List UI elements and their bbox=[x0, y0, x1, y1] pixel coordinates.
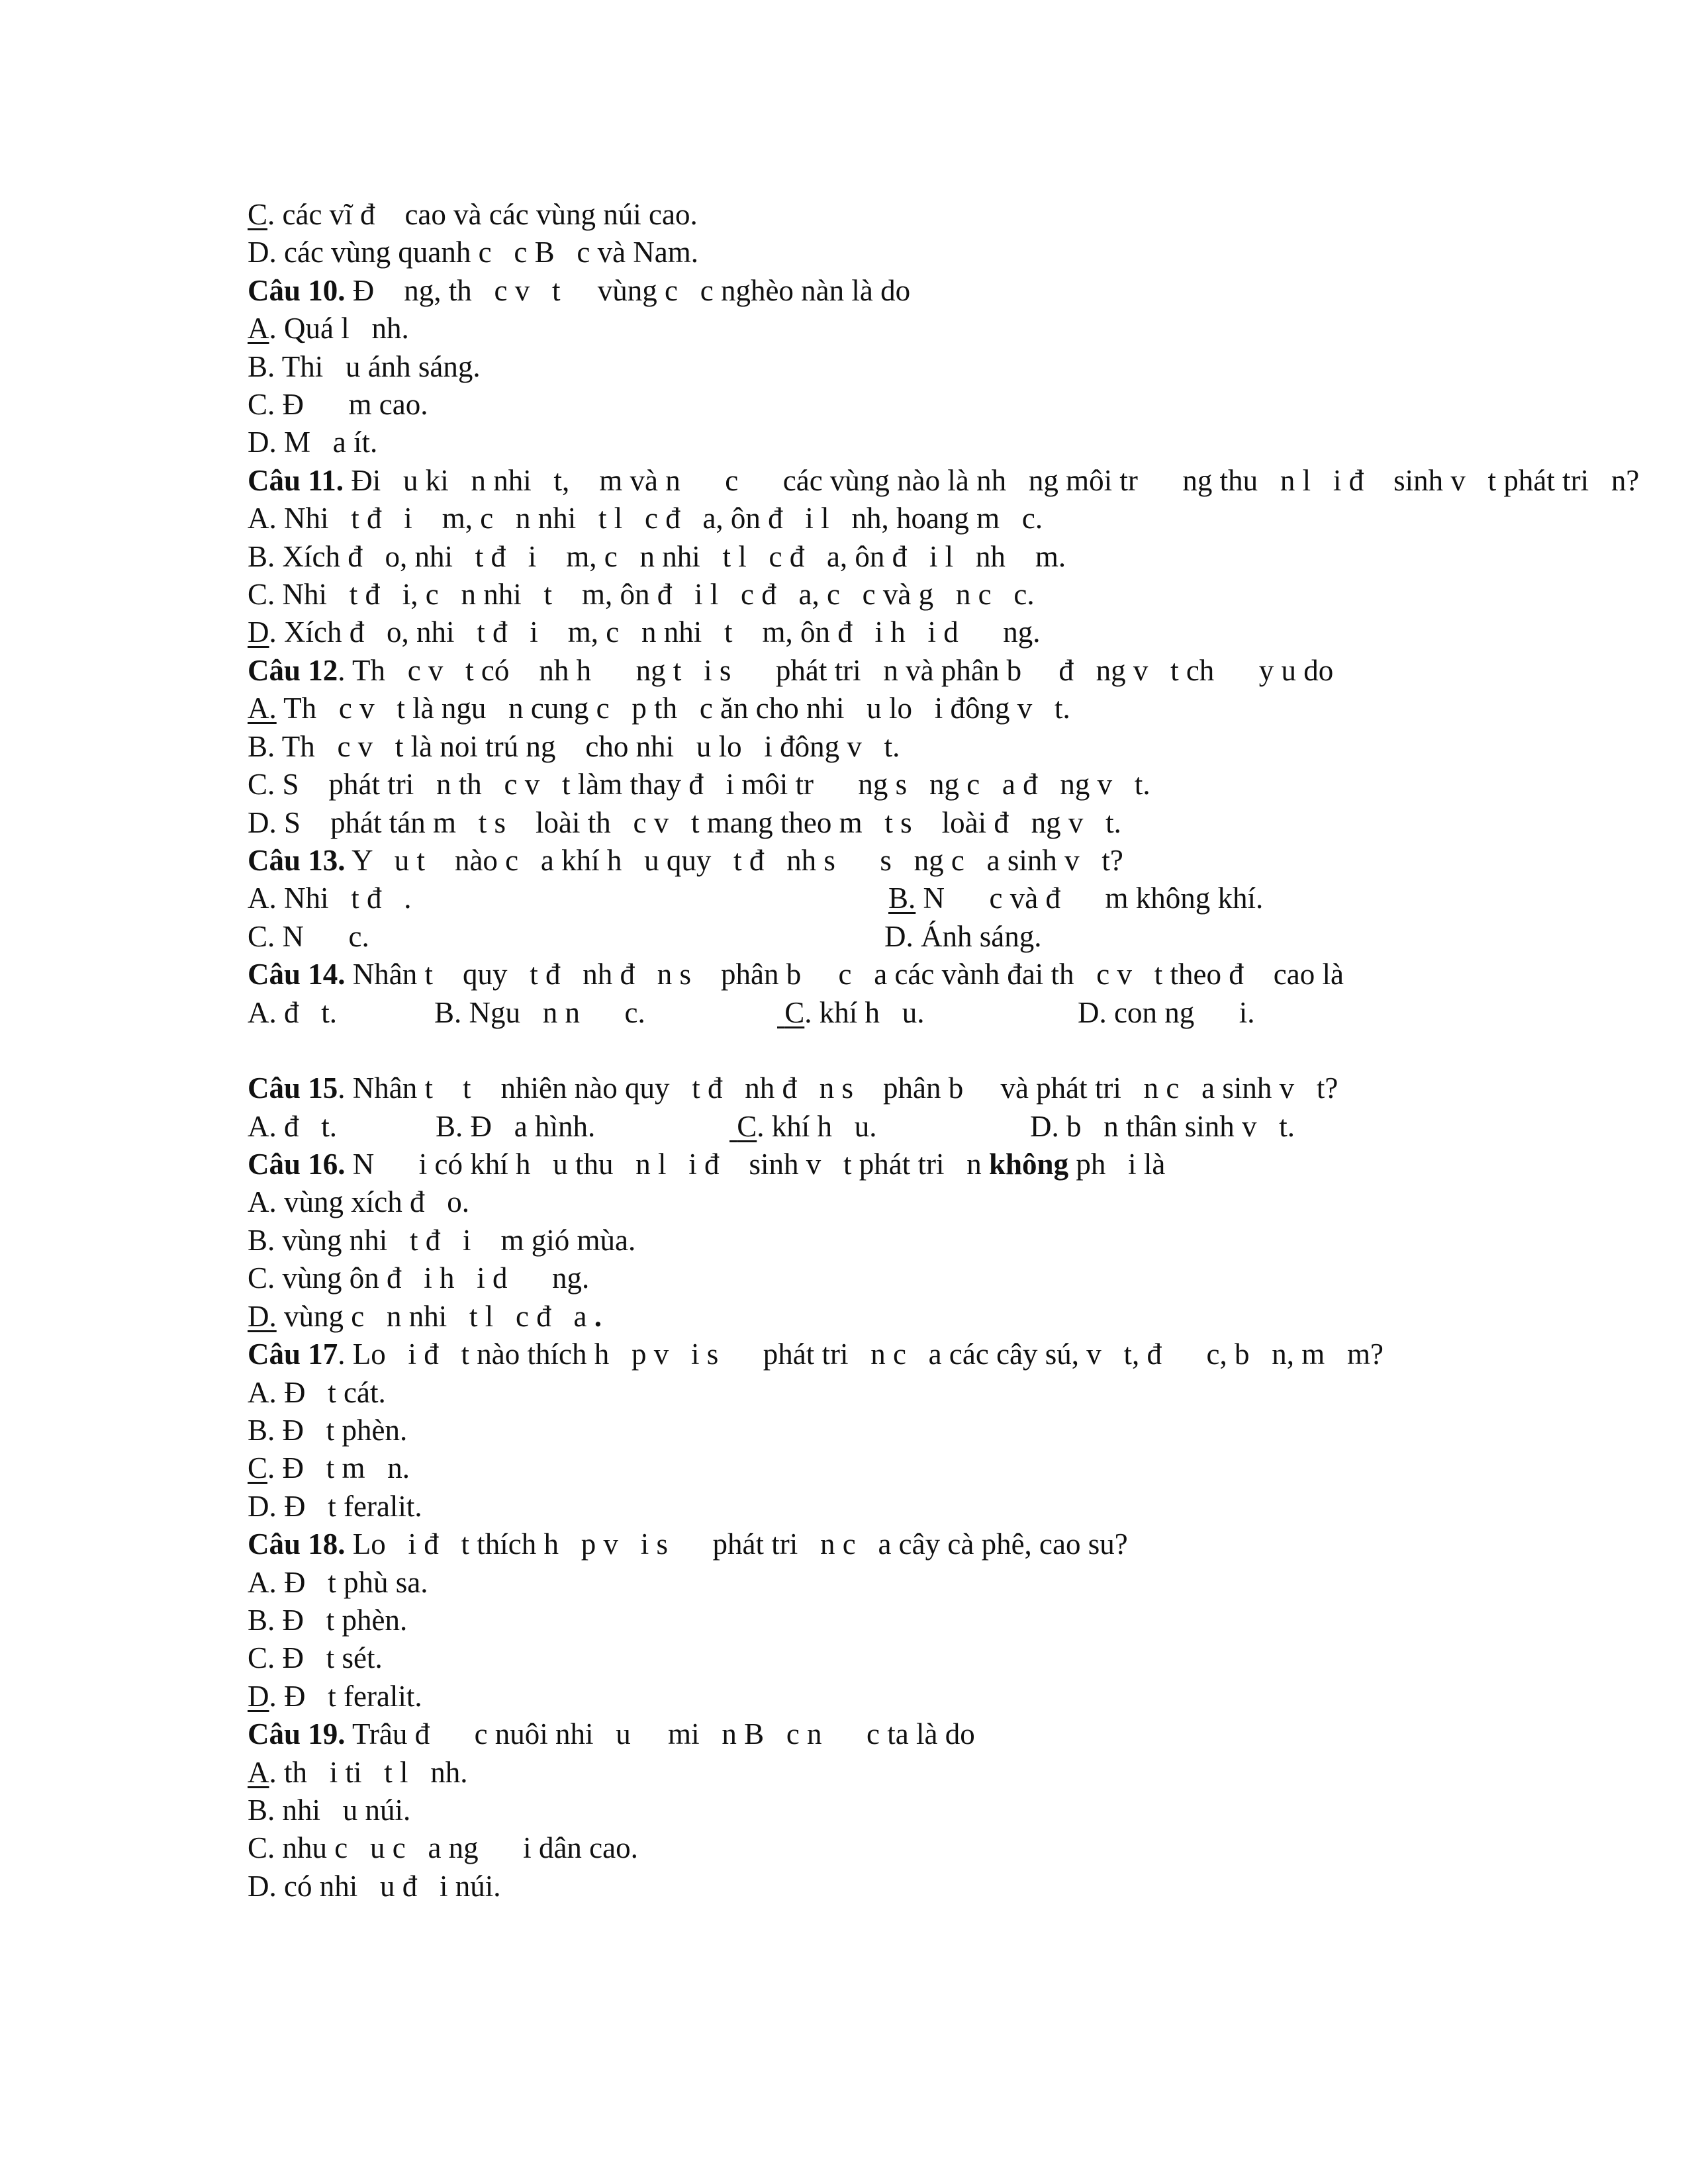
q16-option-a: A. vùng xích đ o. bbox=[248, 1185, 469, 1219]
q13-option-b: B. N c và đ m không khí. bbox=[888, 882, 1264, 915]
question-label: Câu 19. bbox=[248, 1717, 346, 1751]
question-11: Câu 11. Đi u ki n nhi t, m và n c các vùng nào là nh ng môi tr ng thu n l i đ sinh v t phát tri n? bbox=[248, 463, 1640, 497]
q15-options-row bbox=[248, 1108, 1644, 1146]
question-label: Câu 17 bbox=[248, 1338, 338, 1371]
q14-option-c: C. khí h u. bbox=[777, 994, 925, 1032]
q15-option-a: A. đ t. bbox=[248, 1109, 338, 1143]
question-label: Câu 18. bbox=[248, 1527, 346, 1561]
q17-option-b: B. Đ t phèn. bbox=[248, 1413, 408, 1447]
q10-option-b: B. Thi u ánh sáng. bbox=[248, 349, 481, 383]
q12-option-d: D. S phát tán m t s loài th c v t mang theo m t s loài đ ng v t. bbox=[248, 805, 1121, 839]
q9-option-c: C. các vĩ đ cao và các vùng núi cao. bbox=[248, 198, 698, 231]
question-label: Câu 10. bbox=[248, 273, 346, 307]
question-label: Câu 14. bbox=[248, 958, 346, 991]
q18-option-d: D. Đ t feralit. bbox=[248, 1679, 422, 1713]
answer-letter: D bbox=[248, 1679, 269, 1713]
question-16: Câu 16. N i có khí h u thu n l i đ sinh v t phát tri n không ph i là bbox=[248, 1148, 1166, 1181]
question-18: Câu 18. Lo i đ t thích h p v i s phát tri n c a cây cà phê, cao su? bbox=[248, 1527, 1128, 1561]
q10-option-a: A. Quá l nh. bbox=[248, 312, 409, 345]
answer-letter: D. bbox=[248, 1299, 277, 1333]
q17-option-a: A. Đ t cát. bbox=[248, 1375, 386, 1409]
answer-letter: C bbox=[248, 198, 268, 231]
answer-letter: D bbox=[248, 615, 269, 649]
question-17: Câu 17. Lo i đ t nào thích h p v i s phát tri n c a các cây sú, v t, đ c, b n, m m? bbox=[248, 1338, 1383, 1371]
q19-option-a: A. th i ti t l nh. bbox=[248, 1755, 468, 1789]
q16-option-c: C. vùng ôn đ i h i d ng. bbox=[248, 1261, 590, 1295]
q14-options-row bbox=[248, 994, 1644, 1032]
q11-option-d: D. Xích đ o, nhi t đ i m, c n nhi t m, ôn đ i h i d ng. bbox=[248, 615, 1041, 649]
q11-option-c: C. Nhi t đ i, c n nhi t m, ôn đ i l c đ a, c c và g n c c. bbox=[248, 578, 1035, 612]
answer-letter: A. bbox=[248, 692, 277, 725]
question-13: Câu 13. Y u t nào c a khí h u quy t đ nh s s ng c a sinh v t? bbox=[248, 843, 1123, 877]
question-label: Câu 11. bbox=[248, 463, 344, 497]
q10-option-c: C. Đ m cao. bbox=[248, 388, 428, 422]
q18-option-a: A. Đ t phù sa. bbox=[248, 1565, 428, 1599]
q15-option-c: C. khí h u. bbox=[729, 1108, 877, 1146]
q14-option-a: A. đ t. bbox=[248, 995, 338, 1029]
q12-option-c: C. S phát tri n th c v t làm thay đ i môi tr ng s ng c a đ ng v t. bbox=[248, 768, 1150, 801]
q16-option-b: B. vùng nhi t đ i m gió mùa. bbox=[248, 1223, 636, 1257]
q13-option-c: C. N c. bbox=[248, 919, 369, 953]
emphasis-word: không bbox=[989, 1148, 1069, 1181]
q19-option-c: C. nhu c u c a ng i dân cao. bbox=[248, 1831, 638, 1865]
question-label: Câu 16. bbox=[248, 1148, 346, 1181]
q18-option-c: C. Đ t sét. bbox=[248, 1641, 383, 1675]
q13-options-row-1 bbox=[248, 880, 1644, 917]
question-label: Câu 12 bbox=[248, 653, 338, 687]
blank-line bbox=[248, 1032, 1644, 1069]
q14-option-d: D. con ng i. bbox=[1078, 995, 1255, 1029]
q13-option-a: A. Nhi t đ . bbox=[248, 882, 412, 915]
question-15: Câu 15. Nhân t t nhiên nào quy t đ nh đ n s phân b và phát tri n c a sinh v t? bbox=[248, 1071, 1338, 1105]
q9-option-d: D. các vùng quanh c c B c và Nam. bbox=[248, 236, 699, 269]
question-10: Câu 10. Đ ng, th c v t vùng c c nghèo nàn là do bbox=[248, 273, 911, 307]
q12-option-a: A. Th c v t là ngu n cung c p th c ăn cho nhi u lo i đông v t. bbox=[248, 692, 1070, 725]
answer-letter: C bbox=[248, 1451, 268, 1485]
q11-option-b: B. Xích đ o, nhi t đ i m, c n nhi t l c đ a, ôn đ i l nh m. bbox=[248, 539, 1066, 573]
q11-option-a: A. Nhi t đ i m, c n nhi t l c đ a, ôn đ i l nh, hoang m c. bbox=[248, 502, 1043, 535]
q15-option-b: B. Đ a hình. bbox=[436, 1109, 596, 1143]
question-19: Câu 19. Trâu đ c nuôi nhi u mi n B c n c ta là do bbox=[248, 1717, 975, 1751]
answer-letter: C bbox=[784, 995, 805, 1029]
q14-option-b: B. Ngu n n c. bbox=[434, 995, 645, 1029]
exam-document bbox=[248, 196, 1644, 1905]
question-14: Câu 14. Nhân t quy t đ nh đ n s phân b c a các vành đai th c v t theo đ cao là bbox=[248, 958, 1344, 991]
q10-option-d: D. M a ít. bbox=[248, 426, 378, 459]
q15-option-d: D. b n thân sinh v t. bbox=[1030, 1109, 1295, 1143]
answer-letter: A bbox=[248, 1755, 269, 1789]
answer-letter: C bbox=[737, 1109, 757, 1143]
q19-option-b: B. nhi u núi. bbox=[248, 1793, 411, 1827]
question-12: Câu 12. Th c v t có nh h ng t i s phát tri n và phân b đ ng v t ch y u do bbox=[248, 653, 1334, 687]
q19-option-d: D. có nhi u đ i núi. bbox=[248, 1869, 501, 1903]
answer-letter: B. bbox=[888, 882, 916, 915]
q13-options-row-2 bbox=[248, 918, 1644, 956]
q13-option-d: D. Ánh sáng. bbox=[884, 919, 1042, 953]
q17-option-d: D. Đ t feralit. bbox=[248, 1489, 422, 1523]
q18-option-b: B. Đ t phèn. bbox=[248, 1603, 408, 1637]
q16-option-d: D. vùng c n nhi t l c đ a . bbox=[248, 1299, 602, 1333]
question-label: Câu 15 bbox=[248, 1071, 338, 1105]
answer-letter: A bbox=[248, 312, 269, 345]
q12-option-b: B. Th c v t là noi trú ng cho nhi u lo i đông v t. bbox=[248, 729, 900, 763]
q17-option-c: C. Đ t m n. bbox=[248, 1451, 410, 1485]
question-label: Câu 13. bbox=[248, 843, 346, 877]
